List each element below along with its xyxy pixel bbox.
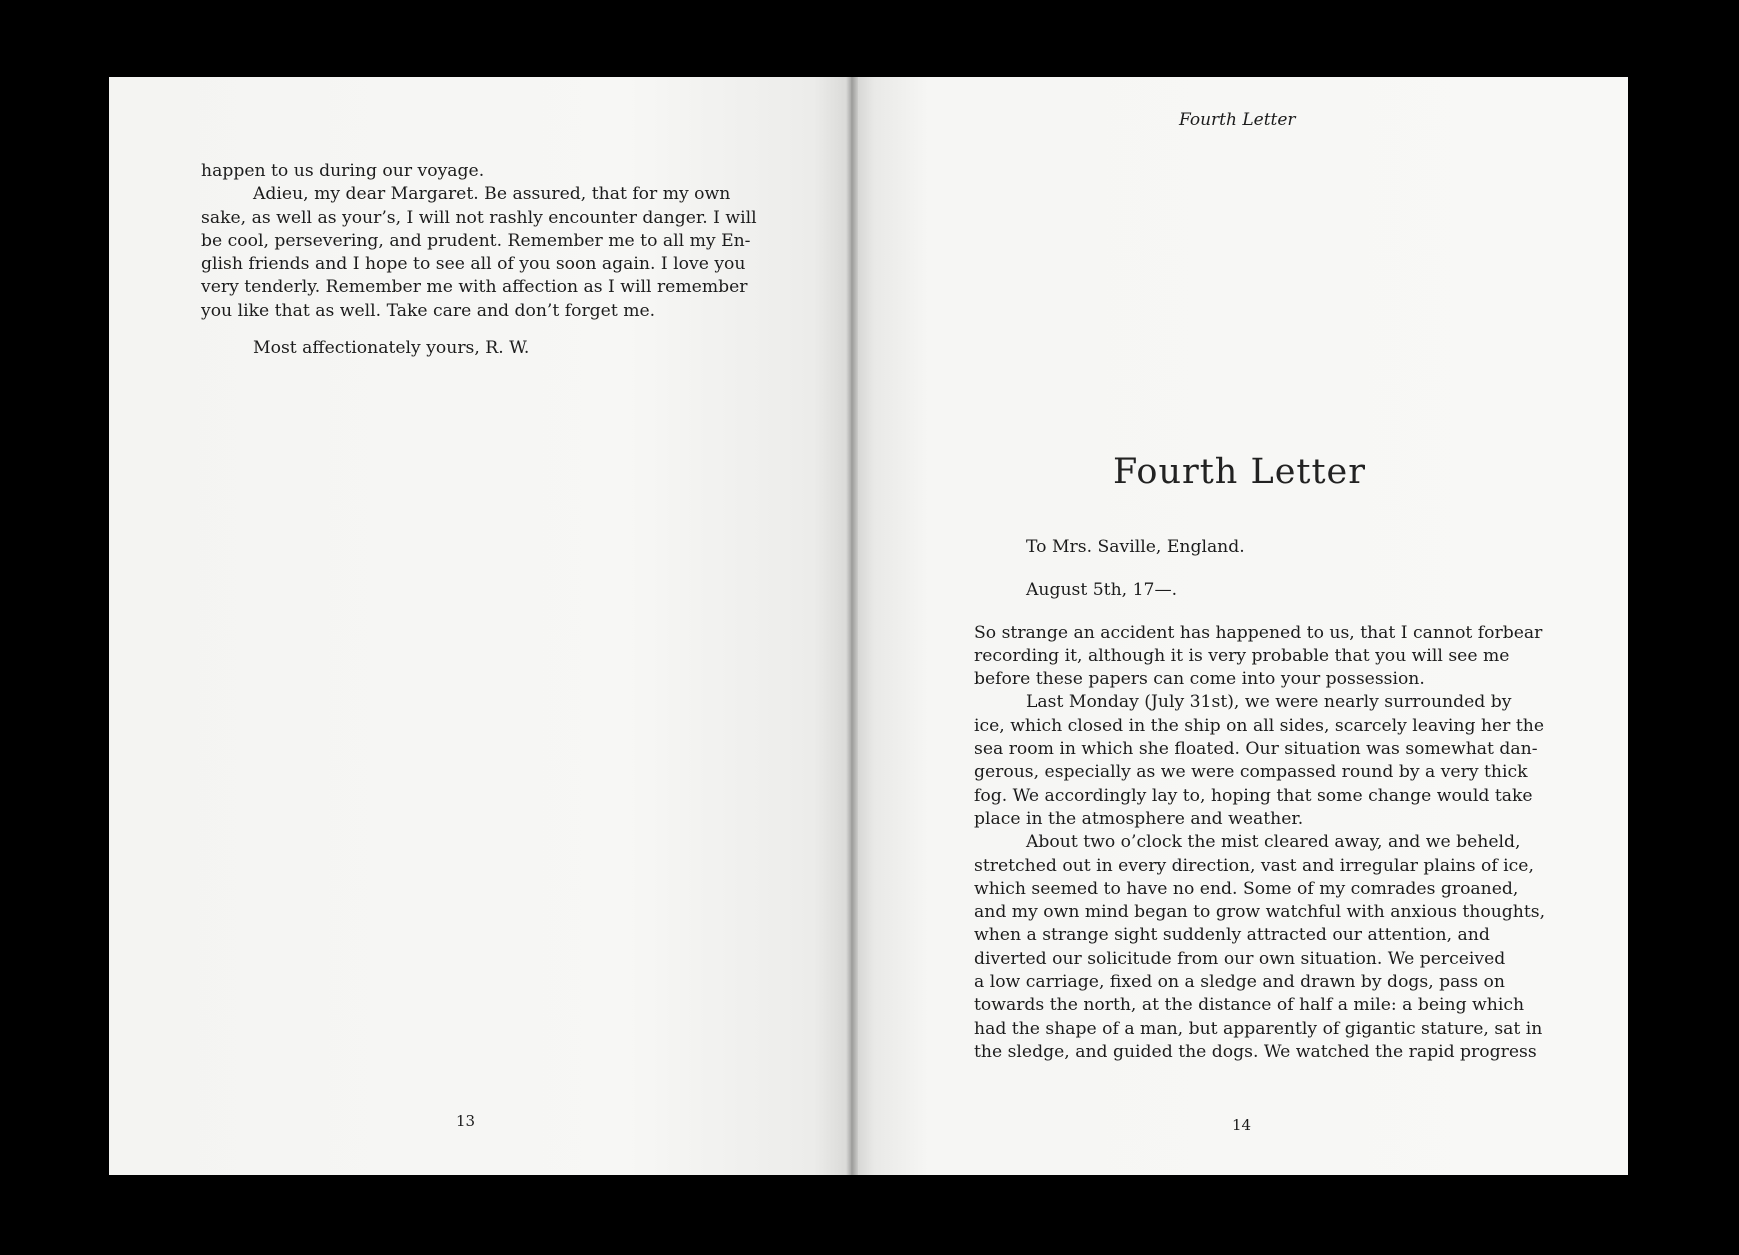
- text-line: fog. We accordingly lay to, hoping that some change would take: [974, 785, 1533, 806]
- text-line: recording it, although it is very probable that you will see me: [974, 645, 1510, 666]
- text-line: very tenderly. Remember me with affection as I will remember: [201, 277, 748, 298]
- book-gutter: [846, 77, 858, 1175]
- text-line: diverted our solicitude from our own situation. We perceived: [974, 948, 1506, 969]
- text-line: the sledge, and guided the dogs. We watched the rapid progress: [974, 1041, 1537, 1062]
- right-page: [851, 77, 1628, 1175]
- text-line: gerous, especially as we were compassed round by a very thick: [974, 762, 1528, 783]
- text-line: About two o’clock the mist cleared away, and we beheld,: [1026, 832, 1521, 853]
- text-line: had the shape of a man, but apparently of gigantic stature, sat in: [974, 1018, 1543, 1039]
- text-line: towards the north, at the distance of half a mile: a being which: [974, 995, 1525, 1016]
- text-line: ice, which closed in the ship on all sides, scarcely leaving her the: [974, 715, 1545, 736]
- text-line: before these papers can come into your possession.: [974, 669, 1425, 690]
- salutation: To Mrs. Saville, England.: [1026, 537, 1245, 557]
- page-number-right: 14: [1232, 1116, 1252, 1134]
- text-line: So strange an accident has happened to us, that I cannot forbear: [974, 622, 1543, 643]
- text-line: a low carriage, fixed on a sledge and drawn by dogs, pass on: [974, 972, 1505, 993]
- text-line: sake, as well as your’s, I will not rashly encounter danger. I will: [201, 207, 757, 228]
- right-body-text: [974, 536, 1545, 1064]
- text-line: which seemed to have no end. Some of my comrades groaned,: [974, 878, 1519, 899]
- closing-line: Most affectionately yours, R. W.: [253, 338, 530, 359]
- running-head: Fourth Letter: [1179, 110, 1296, 130]
- page-number-left: 13: [456, 1112, 476, 1130]
- text-line: Last Monday (July 31st), we were nearly surrounded by: [1026, 692, 1512, 713]
- left-page: [109, 77, 851, 1175]
- text-line: stretched out in every direction, vast and irregular plains of ice,: [974, 855, 1534, 876]
- left-body-text: [201, 160, 757, 360]
- text-line: and my own mind began to grow watchful with anxious thoughts,: [974, 902, 1546, 923]
- text-line: when a strange sight suddenly attracted our attention, and: [974, 925, 1490, 946]
- text-line: be cool, persevering, and prudent. Remember me to all my En-: [201, 230, 751, 251]
- text-line: happen to us during our voyage.: [201, 161, 485, 181]
- text-line: Adieu, my dear Margaret. Be assured, that for my own: [253, 184, 731, 205]
- text-line: you like that as well. Take care and don’t forget me.: [201, 300, 656, 321]
- chapter-title: Fourth Letter: [1113, 452, 1366, 492]
- text-line: place in the atmosphere and weather.: [974, 808, 1304, 829]
- letter-date: August 5th, 17—.: [1026, 580, 1178, 601]
- text-line: glish friends and I hope to see all of you soon again. I love you: [201, 254, 746, 275]
- text-line: sea room in which she floated. Our situation was somewhat dan-: [974, 739, 1538, 760]
